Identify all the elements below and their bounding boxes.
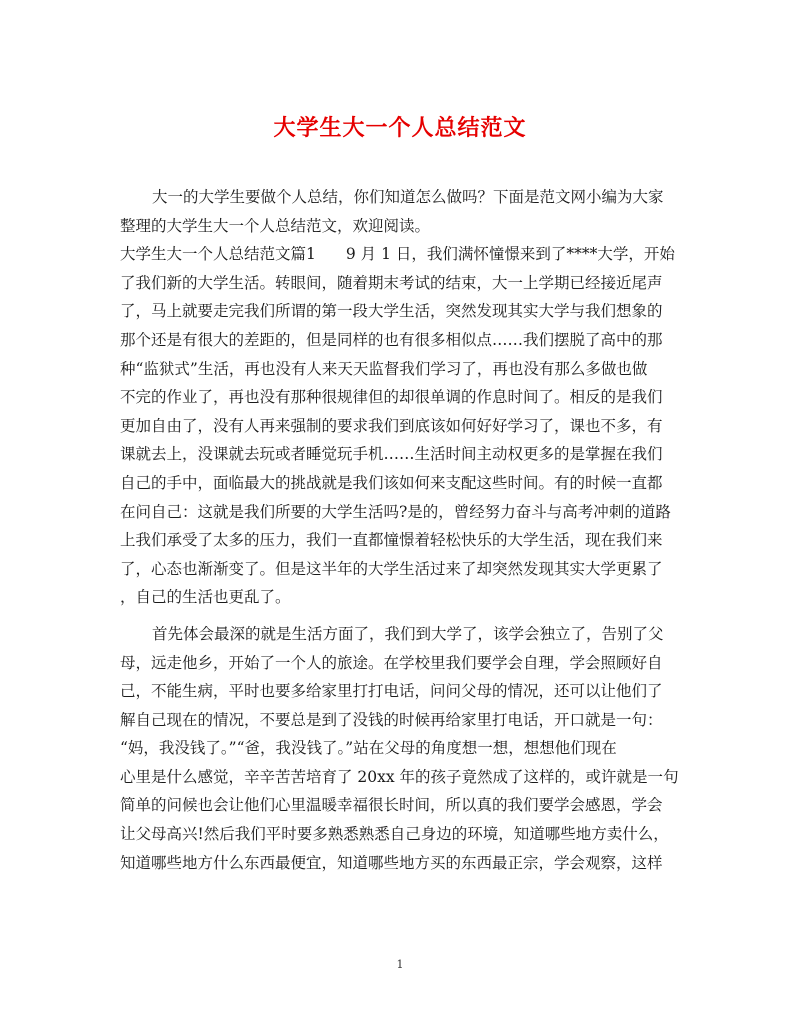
paragraph-2-line: “妈，我没钱了。”“爸，我没钱了。”站在父母的角度想一想，想想他们现在 (120, 739, 617, 758)
paragraph-1-line: 在问自己：这就是我们所要的大学生活吗?是的，曾经努力奋斗与高考冲刺的道路 (120, 502, 671, 521)
paragraph-2-line: 解自己现在的情况，不要总是到了没钱的时候再给家里打电话，开口就是一句： (120, 710, 663, 729)
paragraph-1 (120, 240, 680, 612)
paragraph-1-line: 不完的作业了，再也没有那种很规律但的却很单调的作息时间了。相反的是我们 (120, 388, 663, 407)
paragraph-1-line: 那个还是有很大的差距的，但是同样的也有很多相似点……我们摆脱了高中的那 (120, 330, 663, 349)
paragraph-1-line: 了，心态也渐渐变了。但是这半年的大学生活过来了却突然发现其实大学更累了 (120, 559, 663, 578)
paragraph-2-line: 让父母高兴!然后我们平时要多熟悉熟悉自己身边的环境，知道哪些地方卖什么， (120, 825, 669, 844)
page-number: 1 (396, 958, 404, 971)
paragraph-2-line: 己，不能生病，平时也要多给家里打打电话，问问父母的情况，还可以让他们了 (120, 682, 663, 701)
intro-line: 整理的大学生大一个人总结范文，欢迎阅读。 (120, 216, 431, 235)
paragraph-2-line: 首先体会最深的就是生活方面了，我们到大学了，该学会独立了，告别了父 (152, 624, 664, 643)
paragraph-2-line: 简单的问候也会让他们心里温暖幸福很长时间，所以真的我们要学会感恩，学会 (120, 796, 663, 815)
intro-line: 大一的大学生要做个人总结，你们知道怎么做吗？下面是范文网小编为大家 (152, 188, 664, 206)
paragraph-1-line: 课就去上，没课就去玩或者睡觉玩手机……生活时间主动权更多的是掌握在我们 (120, 445, 663, 464)
paragraph-1-line: 种“监狱式”生活，再也没有人来天天监督我们学习了，再也没有那么多做也做 (120, 359, 648, 378)
paragraph-1-line: 自己的手中，面临最大的挑战就是我们该如何来支配这些时间。有的时候一直都 (120, 473, 663, 492)
paragraph-2-line: 知道哪些地方什么东西最便宜，知道哪些地方买的东西最正宗，学会观察，这样 (120, 853, 663, 872)
section-heading-line (120, 240, 680, 269)
paragraph-1-line: ，自己的生活也更乱了。 (120, 588, 291, 607)
paragraph-2-line: 心里是什么感觉，辛辛苦苦培育了 20xx 年的孩子竟然成了这样的，或许就是一句 (120, 767, 679, 786)
paragraph-1-first-line: 9 月 1 日，我们满怀憧憬来到了****大学，开始 (345, 245, 675, 264)
paragraph-1-line: 了，马上就要走完我们所谓的第一段大学生活，突然发现其实大学与我们想象的 (120, 302, 663, 321)
paragraph-1-line: 上我们承受了太多的压力，我们一直都憧憬着轻松快乐的大学生活，现在我们来 (120, 531, 663, 550)
paragraph-2-line: 母，远走他乡，开始了一个人的旅途。在学校里我们要学会自理，学会照顾好自 (120, 653, 663, 672)
document-title: 大学生大一个人总结范文 (273, 115, 527, 141)
document-body (120, 183, 680, 877)
paragraph-1-line: 了我们新的大学生活。转眼间，随着期末考试的结束，大一上学期已经接近尾声 (120, 273, 663, 292)
paragraph-2 (120, 620, 680, 877)
section-heading: 大学生大一个人总结范文篇1 (120, 245, 316, 264)
paragraph-1-line: 更加自由了，没有人再来强制的要求我们到底该如何好好学习了，课也不多，有 (120, 416, 663, 435)
intro-paragraph (120, 183, 680, 240)
